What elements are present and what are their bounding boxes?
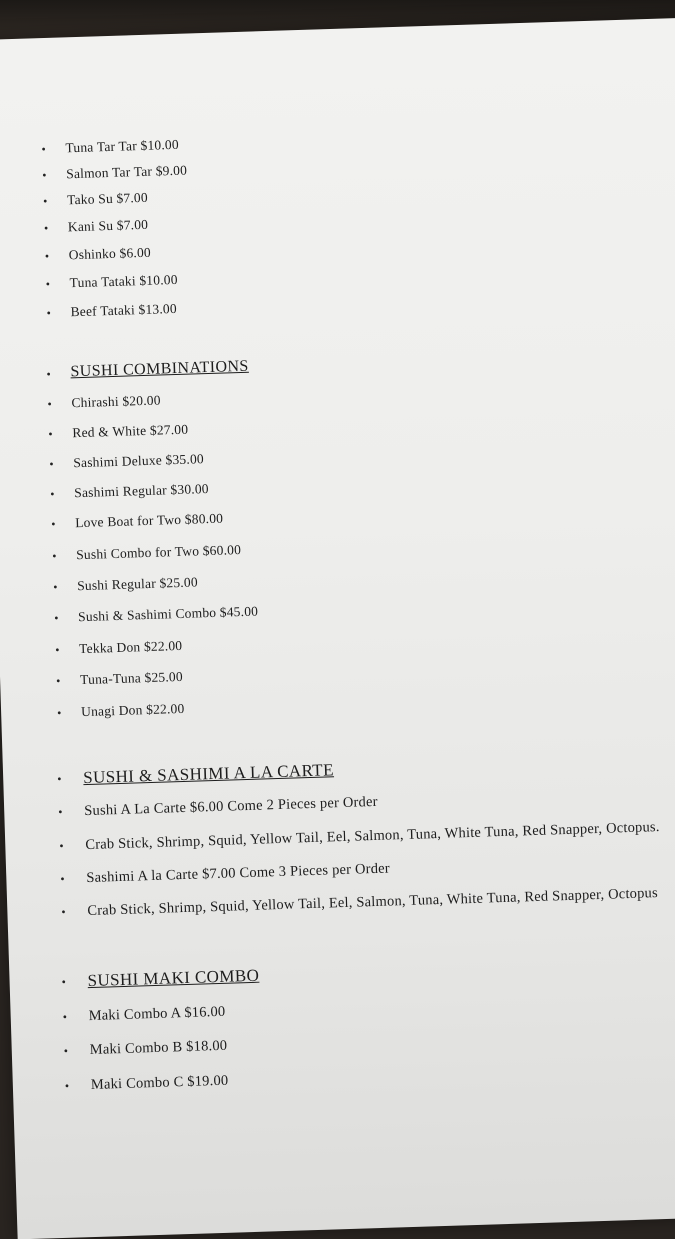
menu-item: Maki Combo B $18.00 xyxy=(89,1037,228,1059)
menu-item: Sushi A La Carte $6.00 Come 2 Pieces per Order xyxy=(84,793,378,820)
bullet-icon: • xyxy=(42,167,47,183)
menu-item: Oshinko $6.00 xyxy=(68,244,152,263)
menu-item: Crab Stick, Shrimp, Squid, Yellow Tail, Eel, Salmon, Tuna, White Tuna, Red Snapper, Octopus xyxy=(87,885,659,920)
menu-item: Maki Combo C $19.00 xyxy=(90,1072,229,1094)
bullet-icon: • xyxy=(59,838,64,853)
menu-item: Red & White $27.00 xyxy=(72,421,189,441)
bullet-icon: • xyxy=(51,516,56,531)
menu-item: Tuna Tar Tar $10.00 xyxy=(65,136,180,156)
bullet-icon: • xyxy=(61,974,67,989)
bullet-icon: • xyxy=(47,396,52,412)
bullet-icon: • xyxy=(52,579,58,594)
bullet-icon: • xyxy=(61,904,66,919)
bullet-icon: • xyxy=(58,804,63,819)
bullet-icon: • xyxy=(44,248,50,264)
bullet-icon: • xyxy=(50,486,55,502)
section-heading: SUSHI & SASHIMI A LA CARTE xyxy=(82,760,335,788)
menu-item: Tuna Tataki $10.00 xyxy=(69,271,178,291)
bullet-icon: • xyxy=(60,871,65,886)
menu-item: Unagi Don $22.00 xyxy=(80,700,185,720)
bullet-icon: • xyxy=(46,366,51,382)
bullet-icon: • xyxy=(57,771,62,786)
menu-item: Tekka Don $22.00 xyxy=(78,637,183,657)
menu-item: Crab Stick, Shrimp, Squid, Yellow Tail, Eel, Salmon, Tuna, White Tuna, Red Snapper, Octopus. xyxy=(85,819,660,854)
menu-item: Sashimi Deluxe $35.00 xyxy=(73,451,205,471)
menu-item: Beef Tataki $13.00 xyxy=(70,300,178,320)
bullet-icon: • xyxy=(62,1009,68,1024)
bullet-icon: • xyxy=(42,193,48,209)
section-heading: SUSHI MAKI COMBO xyxy=(87,965,260,991)
menu-item: Salmon Tar Tar $9.00 xyxy=(66,162,188,182)
menu-item: Kani Su $7.00 xyxy=(67,216,149,235)
menu-item: Tako Su $7.00 xyxy=(66,189,149,208)
menu-item: Tuna-Tuna $25.00 xyxy=(79,668,184,688)
menu-item: Sushi Regular $25.00 xyxy=(76,574,198,594)
bullet-icon: • xyxy=(49,456,54,472)
bullet-icon: • xyxy=(52,548,57,563)
menu-item: Sushi Combo for Two $60.00 xyxy=(75,542,242,563)
menu-item: Sashimi Regular $30.00 xyxy=(74,481,209,501)
bullet-icon: • xyxy=(46,305,52,321)
menu-item: Maki Combo A $16.00 xyxy=(88,1003,226,1025)
bullet-icon: • xyxy=(54,642,60,657)
bullet-icon: • xyxy=(63,1043,69,1058)
bullet-icon: • xyxy=(45,276,51,292)
bullet-icon: • xyxy=(48,426,53,442)
bullet-icon: • xyxy=(55,673,61,688)
bullet-icon: • xyxy=(56,705,62,720)
menu-page xyxy=(0,17,675,1239)
menu-item: Love Boat for Two $80.00 xyxy=(74,510,224,531)
menu-item: Sushi & Sashimi Combo $45.00 xyxy=(77,603,259,625)
menu-item: Sashimi A la Carte $7.00 Come 3 Pieces per Order xyxy=(86,860,391,887)
bullet-icon: • xyxy=(41,141,46,157)
section-heading: SUSHI COMBINATIONS xyxy=(70,357,249,381)
bullet-icon: • xyxy=(64,1078,70,1093)
bullet-icon: • xyxy=(53,610,59,625)
bullet-icon: • xyxy=(43,220,49,236)
menu-item: Chirashi $20.00 xyxy=(71,392,161,411)
